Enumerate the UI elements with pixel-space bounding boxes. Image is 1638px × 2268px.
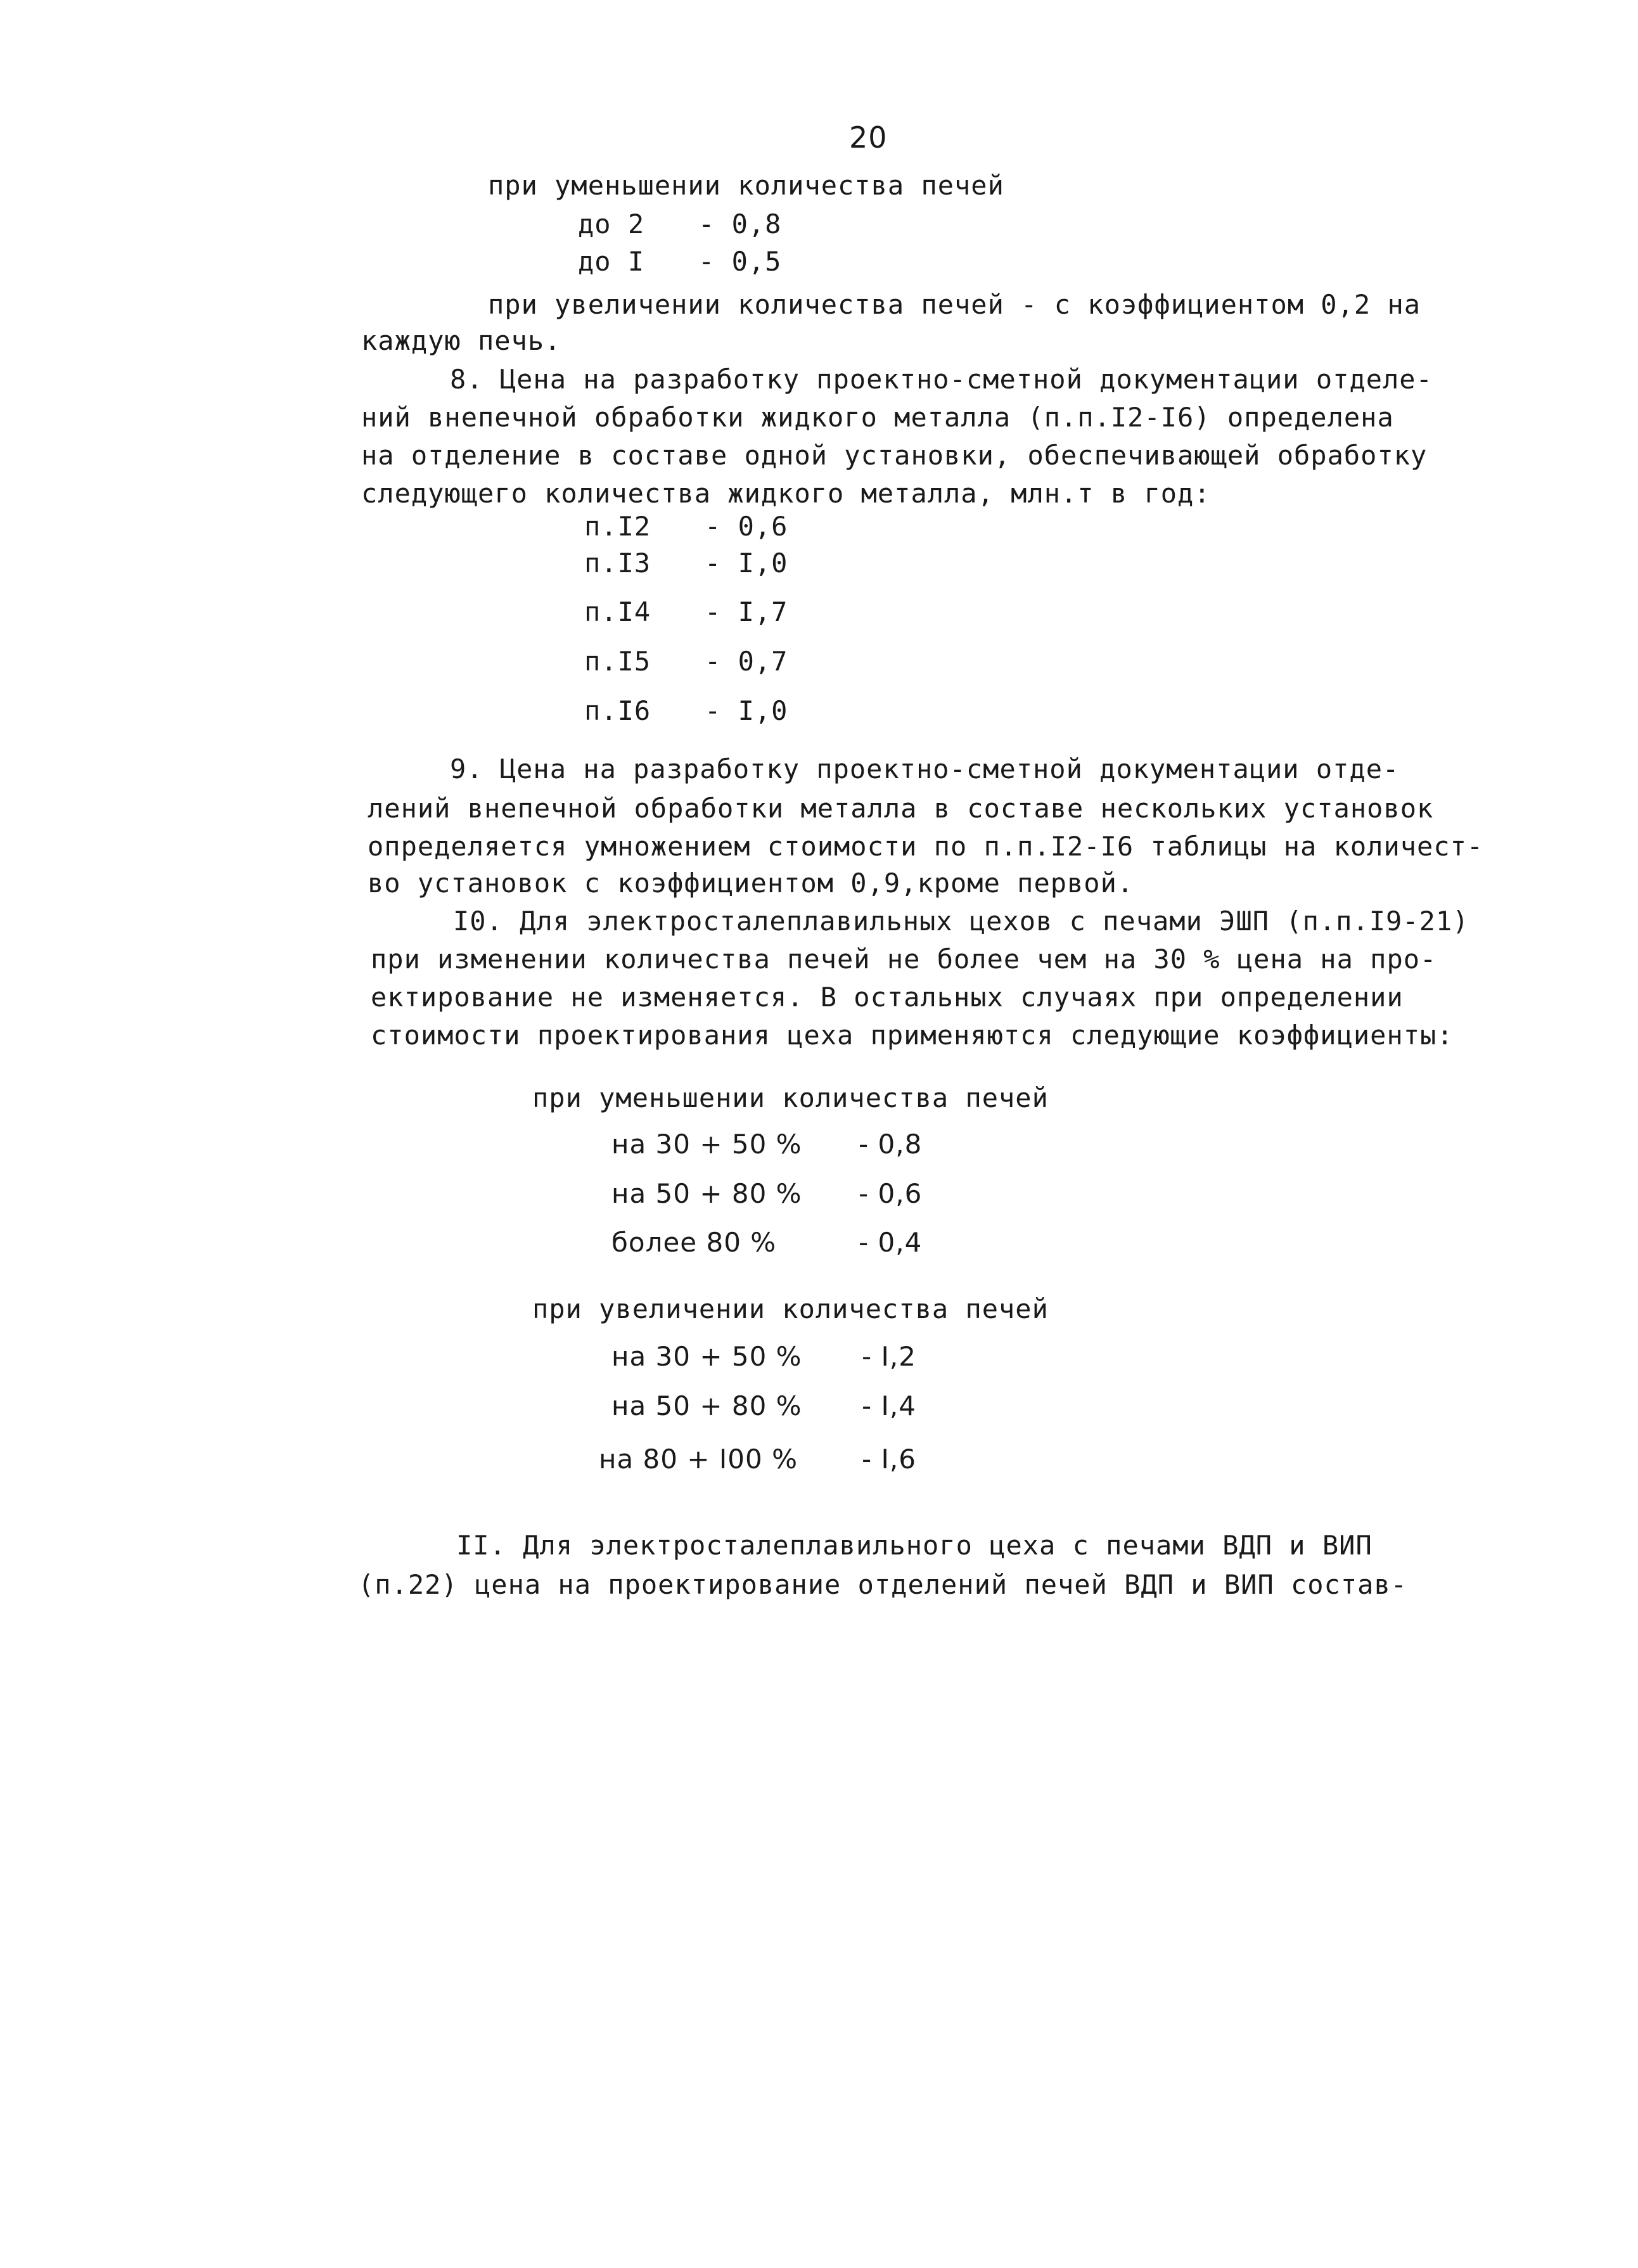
item-key: п.I5 — [584, 646, 651, 677]
para10-line: I0. Для электросталеплавильных цехов с печами ЭШП (п.п.I9-21) — [453, 906, 1469, 937]
para10-line: при изменении количества печей не более чем на 30 % цена на про- — [371, 944, 1437, 975]
range-key: более 80 % — [611, 1227, 777, 1258]
item-value: - 0,7 — [705, 646, 788, 677]
decrease-title: при уменьшении количества печей — [532, 1082, 1049, 1113]
item-value: - 0,6 — [705, 511, 788, 542]
item-key: п.I4 — [584, 596, 651, 627]
para9-line: определяется умножением стоимости по п.п.I2-I6 таблицы на количест- — [368, 831, 1484, 862]
para8-line: 8. Цена на разработку проектно-сметной документации отделе- — [450, 364, 1433, 395]
range-key: на 50 + 80 % — [611, 1178, 802, 1209]
range-value: - I,2 — [862, 1341, 916, 1372]
item-key: п.I2 — [584, 511, 651, 542]
item-key: п.I3 — [584, 548, 651, 579]
range-value: - 0,6 — [859, 1178, 923, 1209]
increase-title: при увеличении количества печей — [532, 1293, 1049, 1324]
para11-line: II. Для электросталеплавильного цеха с печами ВДП и ВИП — [456, 1530, 1372, 1561]
para10-line: ектирование не изменяется. В остальных случаях при определении — [371, 982, 1404, 1013]
para9-line: лений внепечной обработки металла в составе нескольких установок — [368, 793, 1434, 824]
range-key: на 30 + 50 % — [611, 1341, 802, 1372]
para9-line: 9. Цена на разработку проектно-сметной документации отде- — [450, 753, 1400, 785]
increase-line: при увеличении количества печей - с коэффициентом 0,2 на — [488, 289, 1421, 320]
para8-line: на отделение в составе одной установки, обеспечивающей обработку — [361, 440, 1428, 471]
range-key: на 50 + 80 % — [611, 1390, 802, 1421]
decrease-intro: при уменьшении количества печей — [488, 170, 1004, 201]
coef-key: до 2 — [578, 208, 645, 240]
range-value: - I,4 — [862, 1390, 916, 1421]
item-value: - I,0 — [705, 695, 788, 726]
range-key: на 30 + 50 % — [611, 1129, 802, 1160]
para9-line: во установок с коэффициентом 0,9,кроме первой. — [368, 868, 1134, 899]
item-value: - I,0 — [705, 548, 788, 579]
range-key: на 80 + I00 % — [599, 1444, 798, 1475]
para10-line: стоимости проектирования цеха применяются следующие коэффициенты: — [371, 1020, 1454, 1051]
item-key: п.I6 — [584, 695, 651, 726]
increase-line-cont: каждую печь. — [361, 325, 561, 356]
para11-line: (п.22) цена на проектирование отделений печей ВДП и ВИП состав- — [358, 1569, 1408, 1600]
range-value: - 0,4 — [859, 1227, 923, 1258]
para8-line: ний внепечной обработки жидкого металла (п.п.I2-I6) определена — [361, 402, 1394, 433]
item-value: - I,7 — [705, 596, 788, 627]
range-value: - I,6 — [862, 1444, 916, 1475]
coef-value: - 0,8 — [698, 208, 782, 240]
coef-key: до I — [578, 246, 645, 277]
para8-line: следующего количества жидкого металла, млн.т в год: — [361, 478, 1211, 509]
range-value: - 0,8 — [859, 1129, 923, 1160]
coef-value: - 0,5 — [698, 246, 782, 277]
page-number: 20 — [849, 120, 888, 155]
